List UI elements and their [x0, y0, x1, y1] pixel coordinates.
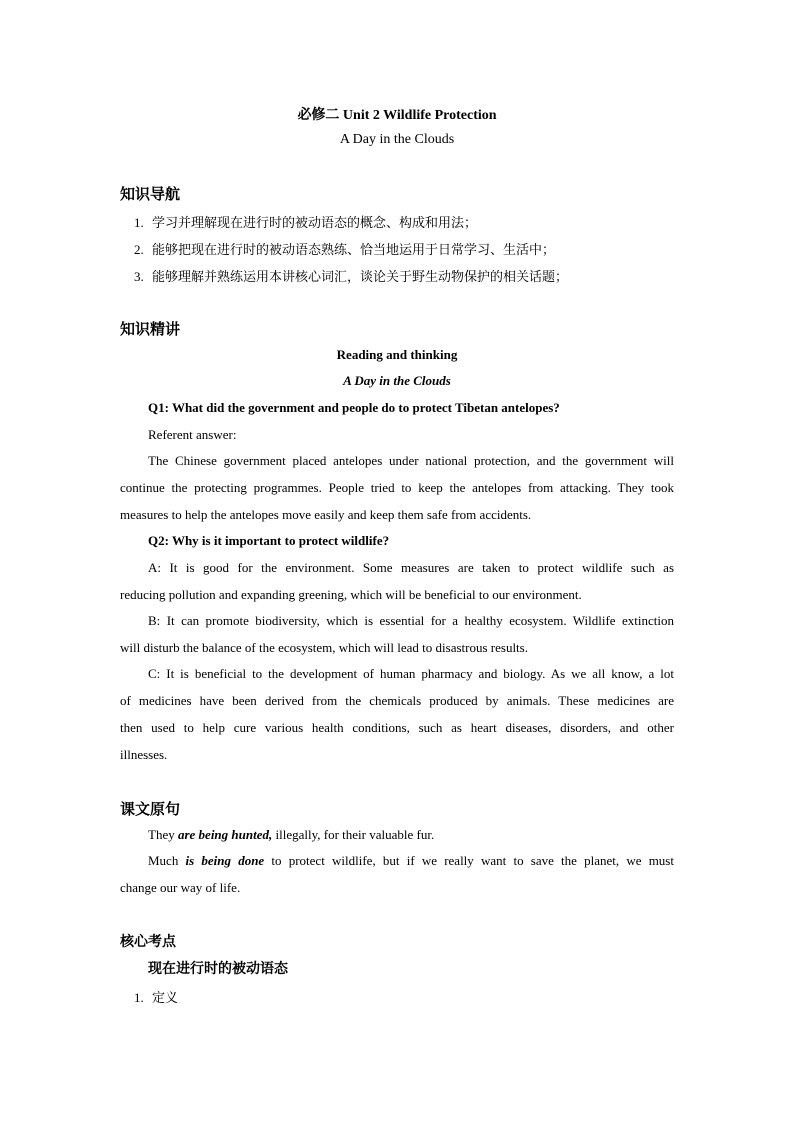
list-text: 能够理解并熟练运用本讲核心词汇，谈论关于野生动物保护的相关话题； [152, 269, 569, 284]
reading-subtitle: A Day in the Clouds [343, 373, 451, 388]
referent-label: Referent answer: [148, 427, 237, 442]
answer-c-line: C: It is beneficial to the development of human pharmacy and biology. As we all know, a lot [148, 666, 674, 681]
list-item [134, 239, 555, 258]
core-subheading: 现在进行时的被动语态 [148, 962, 288, 977]
answer-1-line: The Chinese government placed antelopes under national protection, and the government will [148, 453, 674, 468]
list-number: 2. [134, 242, 144, 257]
list-number: 1. [134, 990, 144, 1005]
question-1: Q1: What did the government and people do to protect Tibetan antelopes? [148, 400, 560, 415]
list-number: 3. [134, 269, 144, 284]
list-text: 学习并理解现在进行时的被动语态的概念、构成和用法； [152, 215, 478, 230]
list-text: 定义 [152, 990, 179, 1005]
document-subtitle: A Day in the Clouds [339, 132, 455, 147]
list-text: 能够把现在进行时的被动语态熟练、恰当地运用于日常学习、生活中； [152, 242, 556, 257]
sentence-text: illegally, for their valuable fur. [272, 827, 435, 842]
answer-1-line: measures to help the antelopes move easily and keep them safe from accidents. [120, 507, 532, 522]
list-item [134, 266, 568, 285]
original-sentence-2-cont: change our way of life. [120, 880, 241, 895]
document-title: 必修二 Unit 2 Wildlife Protection [297, 108, 497, 123]
section-heading-lecture: 知识精讲 [120, 322, 181, 338]
section-heading-core: 核心考点 [120, 935, 176, 950]
answer-b-line: B: It can promote biodiversity, which is essential for a healthy ecosystem. Wildlife extinction [148, 613, 674, 628]
answer-a-line: A: It is good for the environment. Some measures are taken to protect wildlife such as [148, 560, 674, 575]
sentence-text: They [148, 827, 178, 842]
reading-heading: Reading and thinking [336, 347, 458, 362]
answer-c-line: of medicines have been derived from the chemicals produced by animals. These medicines are [120, 693, 674, 708]
section-heading-original: 课文原句 [120, 802, 181, 818]
answer-1-line: continue the protecting programmes. People tried to keep the antelopes from attacking. They took [120, 480, 674, 495]
sentence-text: Much [148, 853, 186, 868]
list-item [134, 212, 477, 231]
answer-c-line: then used to help cure various health conditions, such as heart diseases, disorders, and other [120, 720, 674, 735]
sentence-text: to protect wildlife, but if we really want to save the planet, we must [264, 853, 674, 868]
list-number: 1. [134, 215, 144, 230]
answer-b-line: will disturb the balance of the ecosystem, which will lead to disastrous results. [120, 640, 528, 655]
original-sentence-2 [148, 853, 674, 869]
list-item [134, 987, 178, 1006]
question-2: Q2: Why is it important to protect wildlife? [148, 533, 390, 548]
answer-c-line: illnesses. [120, 747, 168, 762]
original-sentence-1 [148, 827, 434, 843]
highlight-phrase: are being hunted, [177, 827, 273, 842]
section-heading-guide: 知识导航 [120, 187, 181, 203]
answer-a-line: reducing pollution and expanding greening, which will be beneficial to our environment. [120, 587, 582, 602]
highlight-phrase: is being done [185, 853, 265, 868]
